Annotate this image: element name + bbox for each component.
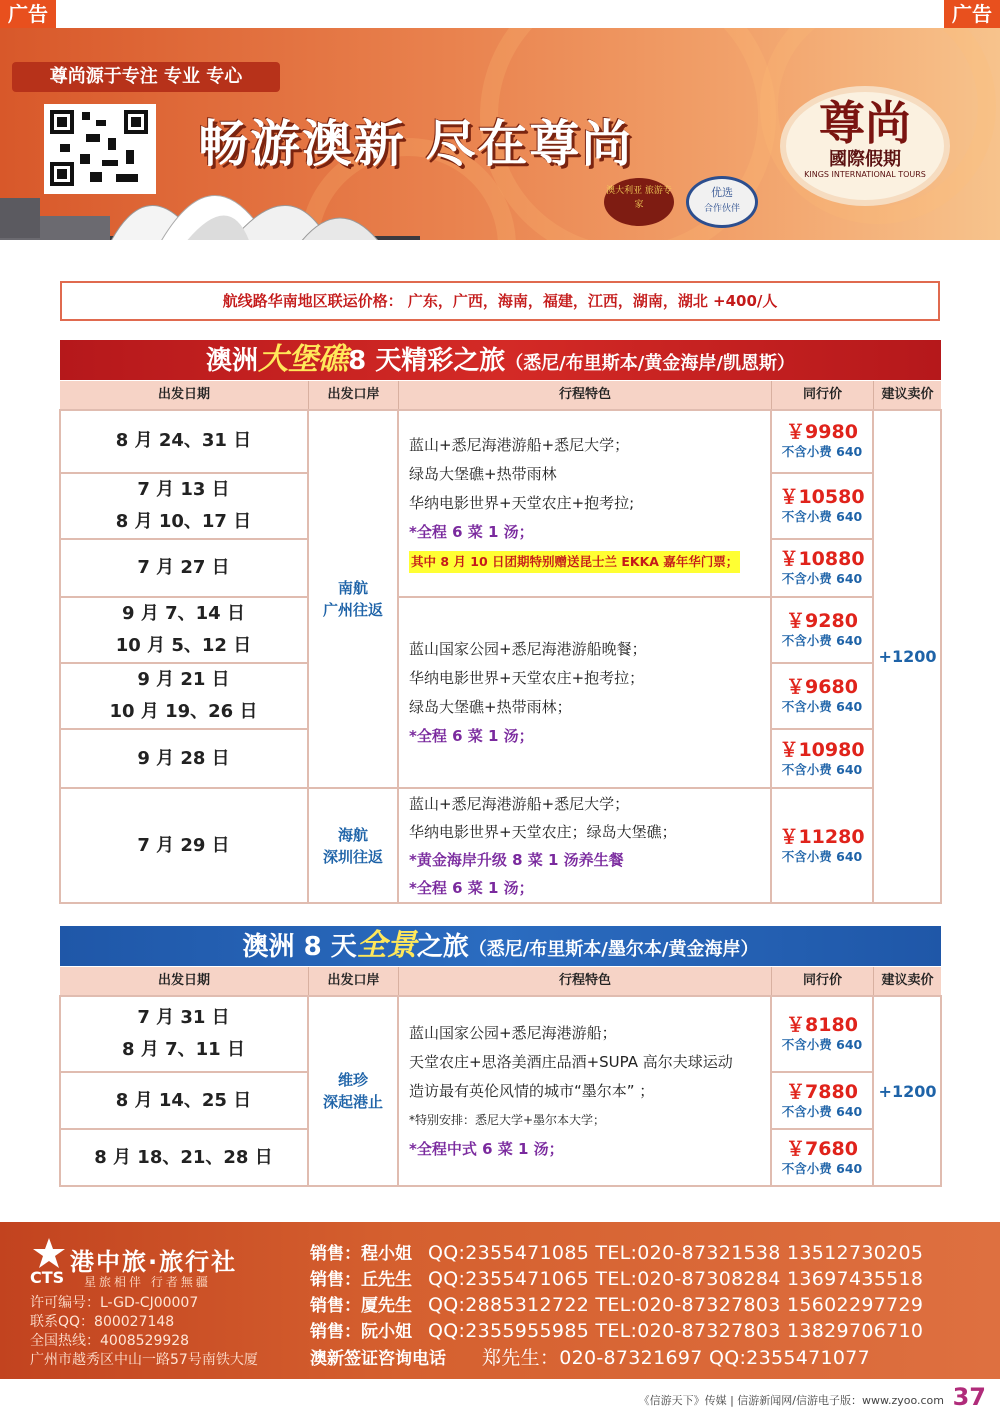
price-amount: ￥9980 xyxy=(786,421,858,443)
license-number: 许可编号：L-GD-CJ00007 xyxy=(30,1295,199,1311)
feature-line-meals: *全程中式 6 菜 1 汤； xyxy=(409,1139,564,1158)
date-line: 7 月 27 日 xyxy=(137,557,230,578)
price-amount: ￥7680 xyxy=(786,1138,858,1160)
feature-line: 蓝山+悉尼海港游船+悉尼大学； xyxy=(409,795,630,813)
tour1-price xyxy=(772,474,874,540)
price-amount: ￥9280 xyxy=(786,610,858,632)
price-amount: ￥11280 xyxy=(779,826,865,848)
date-line: 8 月 18、21、28 日 xyxy=(94,1147,273,1168)
price-amount: ￥10980 xyxy=(779,738,865,761)
badge-australia-expert: 澳大利亚 旅游专家 xyxy=(604,178,674,226)
date-line: 9 月 28 日 xyxy=(137,747,230,769)
price-tip-note: 不含小费 640 xyxy=(781,633,863,648)
company-tagline: 星旅相伴 行者無疆 xyxy=(84,1275,211,1289)
company-abbr: CTS xyxy=(30,1268,65,1287)
tour1-price xyxy=(772,598,874,664)
sales-info: QQ:2355955985 TEL:020-87327803 13829706710 xyxy=(428,1320,924,1342)
tour2-price xyxy=(772,996,874,1073)
port-route: 深起港止 xyxy=(322,1093,383,1111)
date-line: 8 月 7、11 日 xyxy=(122,1038,245,1060)
tour1-title-post: 8 天精彩之旅 xyxy=(348,346,506,376)
publisher-credit: 《信游天下》传媒 | 信游新闻网/信游电子版：www.zyoo.com xyxy=(638,1394,944,1407)
price-amount: ￥9680 xyxy=(786,676,858,698)
opera-house-image xyxy=(0,148,420,240)
sales-contact xyxy=(310,1292,990,1318)
date-line: 9 月 21 日 xyxy=(137,669,230,690)
tour1-title-sub: （悉尼/布里斯本/黄金海岸/凯恩斯） xyxy=(505,353,795,374)
price-tip-note: 不含小费 640 xyxy=(781,1036,863,1052)
sales-contact xyxy=(310,1240,990,1266)
tour2-date-row xyxy=(60,1130,309,1186)
tour1-col-port: 出发口岸 xyxy=(309,381,399,409)
price-tip-note: 不含小费 640 xyxy=(781,509,863,524)
logo-subtitle: 國際假期 xyxy=(829,149,901,170)
price-tip-note: 不含小费 640 xyxy=(781,761,863,777)
tour2-col-suggested: 建议卖价 xyxy=(874,967,941,995)
date-line: 8 月 10、17 日 xyxy=(115,511,252,532)
visa-contact xyxy=(310,1345,990,1371)
price-tip-note: 不含小费 640 xyxy=(781,699,863,714)
tour2-date-row xyxy=(60,1073,309,1130)
tour1-price xyxy=(772,410,874,474)
price-amount: ￥8180 xyxy=(786,1013,858,1036)
feature-line-gold-coast: *黄金海岸升级 8 菜 1 汤养生餐 xyxy=(409,851,624,869)
tour1-price xyxy=(772,664,874,730)
tour1-date-row xyxy=(60,789,309,903)
tour1-date-row xyxy=(60,410,309,474)
date-line: 10 月 19、26 日 xyxy=(109,701,258,722)
page-number: 37 xyxy=(952,1383,986,1411)
visa-label: 澳新签证咨询电话 xyxy=(310,1349,446,1369)
tour1-date-row xyxy=(60,598,309,664)
date-line: 9 月 7、14 日 xyxy=(122,603,245,624)
tour1-col-date: 出发日期 xyxy=(60,381,309,409)
tour1-date-row xyxy=(60,664,309,730)
hotline: 全国热线：4008529928 xyxy=(30,1333,190,1349)
tour1-port-csair xyxy=(309,410,399,789)
tour1-suggested-price: +1200 xyxy=(878,647,937,666)
badge-preferred-bottom: 合作伙伴 xyxy=(703,204,740,214)
ad-label-right: 广告 xyxy=(944,0,1000,28)
price-tip-note: 不含小费 640 xyxy=(781,849,863,864)
brand-logo xyxy=(780,86,950,206)
tour1-port-hainan xyxy=(309,789,399,903)
feature-line: 绿岛大堡礁+热带雨林； xyxy=(409,697,572,716)
feature-line-meals: *全程 6 菜 1 汤； xyxy=(409,879,534,897)
tour2-price xyxy=(772,1073,874,1130)
feature-line: 华纳电影世界+天堂农庄；绿岛大堡礁； xyxy=(409,823,677,841)
port-airline: 维珍 xyxy=(337,1071,368,1089)
feature-line: 蓝山国家公园+悉尼海港游船； xyxy=(409,1023,617,1042)
date-line: 10 月 5、12 日 xyxy=(115,635,252,656)
footer-contact xyxy=(0,1222,1000,1379)
tour1-date-row xyxy=(60,474,309,540)
price-tip-note: 不含小费 640 xyxy=(781,444,863,459)
feature-line: 蓝山+悉尼海港游船+悉尼大学； xyxy=(409,435,630,454)
feature-line: 华纳电影世界+天堂农庄+抱考拉； xyxy=(409,668,645,687)
route-surcharge-note: 航线路华南地区联运价格： 广东，广西，海南，福建，江西，湖南，湖北 +400/人 xyxy=(60,281,940,321)
date-line: 7 月 31 日 xyxy=(137,1006,230,1028)
badge-preferred-partner xyxy=(686,176,758,228)
date-line: 7 月 29 日 xyxy=(137,835,230,856)
feature-line-universities: *特别安排：悉尼大学+墨尔本大学； xyxy=(409,1112,606,1127)
tour1-date-row xyxy=(60,540,309,598)
feature-line: 天堂农庄+思洛美酒庄品酒+SUPA 高尔夫球运动 xyxy=(409,1052,733,1071)
sales-label: 销售：程小姐 xyxy=(310,1244,412,1264)
sales-label: 销售：厦先生 xyxy=(310,1296,412,1316)
tour1-price xyxy=(772,730,874,789)
tour2-price xyxy=(772,1130,874,1186)
price-tip-note: 不含小费 640 xyxy=(781,1161,863,1176)
tour1-features-a xyxy=(399,410,772,598)
tour1-col-features: 行程特色 xyxy=(399,381,772,409)
contact-qq: 联系QQ：800027148 xyxy=(30,1314,175,1330)
feature-line: 华纳电影世界+天堂农庄+抱考拉; xyxy=(409,493,635,512)
address: 广州市越秀区中山一路57号南铁大厦 xyxy=(30,1352,258,1368)
tour2-features xyxy=(399,996,772,1186)
date-line: 8 月 24、31 日 xyxy=(115,430,252,451)
sales-info: QQ:2885312722 TEL:020-87327803 15602297729 xyxy=(428,1294,924,1316)
price-amount: ￥10880 xyxy=(779,548,865,570)
sales-contact xyxy=(310,1318,990,1344)
tour2-title-highlight: 全景 xyxy=(356,928,417,963)
feature-line: 蓝山国家公园+悉尼海港游船晚餐； xyxy=(409,639,647,658)
company-name: 港中旅·旅行社 xyxy=(70,1248,238,1276)
date-line: 7 月 13 日 xyxy=(137,479,230,500)
tour1-col-trade-price: 同行价 xyxy=(772,381,874,409)
tour1-date-row xyxy=(60,730,309,789)
tour2-col-port: 出发口岸 xyxy=(309,967,399,995)
tour2-title xyxy=(60,926,941,966)
port-airline: 南航 xyxy=(337,578,368,597)
tour1-features-c xyxy=(399,789,772,903)
tour1-price xyxy=(772,789,874,903)
tour2-title-pre: 澳洲 8 天 xyxy=(242,932,357,962)
logo-english: KINGS INTERNATIONAL TOURS xyxy=(804,170,926,179)
tour2-port-virgin xyxy=(309,996,399,1186)
port-route: 广州往返 xyxy=(322,600,383,619)
cts-star-icon xyxy=(30,1236,68,1272)
feature-line: 造访最有英伦风情的城市“墨尔本” ； xyxy=(409,1081,655,1100)
date-line: 8 月 14、25 日 xyxy=(115,1089,252,1111)
port-route: 深圳往返 xyxy=(322,848,383,866)
sales-info: QQ:2355471065 TEL:020-87308284 13697435518 xyxy=(428,1268,924,1290)
visa-info: 郑先生：020-87321697 QQ:2355471077 xyxy=(482,1347,871,1369)
header-banner xyxy=(0,28,1000,240)
feature-line: 绿岛大堡礁+热带雨林 xyxy=(409,464,557,483)
sales-info: QQ:2355471085 TEL:020-87321538 13512730205 xyxy=(428,1242,924,1264)
headline: 畅游澳新 尽在尊尚 xyxy=(198,115,634,173)
tour1-title-highlight: 大堡礁 xyxy=(258,342,349,377)
price-amount: ￥7880 xyxy=(786,1080,858,1103)
tour2-col-date: 出发日期 xyxy=(60,967,309,995)
feature-line-meals: *全程 6 菜 1 汤； xyxy=(409,726,534,745)
logo-title: 尊尚 xyxy=(819,96,911,150)
feature-line-meals: *全程 6 菜 1 汤； xyxy=(409,522,534,541)
tour1-col-suggested: 建议卖价 xyxy=(874,381,941,409)
badge-preferred-top: 优选 xyxy=(711,186,733,199)
port-airline: 海航 xyxy=(337,826,368,844)
tour2-suggested-price: +1200 xyxy=(878,1081,937,1101)
header-slogan: 尊尚源于专注 专业 专心 xyxy=(12,62,280,92)
tour1-price xyxy=(772,540,874,598)
tour1-features-b xyxy=(399,598,772,789)
price-amount: ￥10580 xyxy=(779,486,865,508)
feature-ekka-highlight: 其中 8 月 10 日团期特别赠送昆士兰 EKKA 嘉年华门票； xyxy=(409,551,740,573)
price-tip-note: 不含小费 640 xyxy=(781,571,863,586)
sales-label: 销售：丘先生 xyxy=(310,1270,412,1290)
tour2-col-features: 行程特色 xyxy=(399,967,772,995)
tour2-title-sub: （悉尼/布里斯本/墨尔本/黄金海岸） xyxy=(468,939,759,960)
tour2-date-row xyxy=(60,996,309,1073)
tour1-title xyxy=(60,340,941,380)
tour2-col-trade-price: 同行价 xyxy=(772,967,874,995)
sales-label: 销售：阮小姐 xyxy=(310,1322,412,1342)
price-tip-note: 不含小费 640 xyxy=(781,1103,863,1119)
tour2-title-post: 之旅 xyxy=(416,932,469,962)
tour1-title-pre: 澳洲 xyxy=(206,346,259,376)
sales-contact xyxy=(310,1266,990,1292)
ad-label-left: 广告 xyxy=(0,0,56,28)
